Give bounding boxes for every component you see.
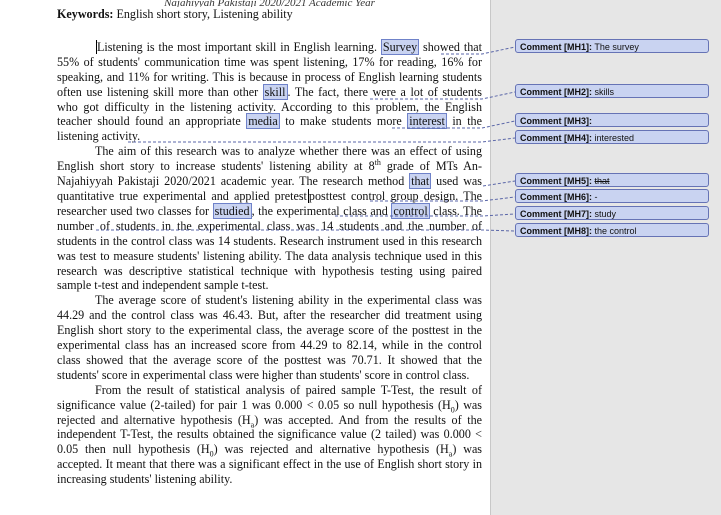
comment-mh8-text: the control	[594, 226, 637, 236]
p1-text-3: . The fact, there were a lot of students who got difficulty in the listening activity. According to this problem, the English teacher should found an appropriate	[57, 84, 482, 129]
p1-text-2: showed that 55% of students' communication time was spent listening, 17% for reading, 16% for speaking, and 11% for writing. This is because in process of English learning students often use listening skill more than other	[57, 39, 482, 99]
p2-text-3: used was quantitative true experimental and applied pretest	[57, 174, 482, 203]
p2-superscript: th	[374, 158, 381, 168]
document-body[interactable]	[57, 0, 482, 487]
paragraph-2[interactable]	[57, 144, 482, 293]
comment-mh4-tag: Comment [MH4]:	[520, 133, 592, 143]
comment-anchor-mh4[interactable]: interest	[409, 114, 445, 129]
comment-mh6[interactable]	[515, 189, 709, 203]
p4-text-3: ) was accepted. And from the results of the independent T-Test, the results obtained the significance value (2 tailed) was 0.000 < 0.05 then null hypothesis (H	[57, 412, 482, 457]
comment-mh8-tag: Comment [MH8]:	[520, 226, 592, 236]
comment-mh1-text: The survey	[594, 42, 639, 52]
comment-anchor-mh1[interactable]: Survey	[382, 39, 418, 54]
p2-text-6: class. The number of students in the experimental class was 14 students and the number of students in the control class was 14 students. Research instrument used in this research was test to measure students' listening ability. The data analysis technique used in this research was descriptive statistical technique with hypothesis testing using paired sample t-test and independent sample t-test.	[57, 203, 482, 293]
p4-sub-4: a	[448, 449, 453, 459]
comment-mh5-tag: Comment [MH5]:	[520, 176, 592, 186]
p4-text-4: ) was rejected and alternative hypothesis (H	[213, 442, 449, 457]
p4-text-1: From the result of statistical analysis of paired sample T-Test, the result of significance value (2-tailed) for pair 1 was 0.000 < 0.05 so null hypothesis (H	[57, 382, 482, 412]
comment-mh3[interactable]	[515, 113, 709, 127]
comment-mh2[interactable]	[515, 84, 709, 98]
comment-anchor-mh3[interactable]: media	[248, 114, 278, 129]
paragraph-4[interactable]	[57, 383, 482, 487]
keywords-value: English short story, Listening ability	[116, 7, 293, 21]
comment-mh7-tag: Comment [MH7]:	[520, 209, 592, 219]
comment-mh7[interactable]	[515, 206, 709, 220]
comment-anchor-mh8[interactable]: control	[393, 203, 428, 218]
p4-sub-3: 0	[209, 449, 214, 459]
p4-sub-2: a	[250, 419, 255, 429]
comment-mh6-tag: Comment [MH6]:	[520, 192, 592, 202]
comment-mh6-text: -	[594, 192, 598, 202]
comment-mh4-text: interested	[594, 133, 635, 143]
comment-mh1-tag: Comment [MH1]:	[520, 42, 592, 52]
p2-text-2: grade of MTs An-Najahiyyah Pakistaji 2020/2021 academic year. The research method	[57, 159, 482, 189]
p2-text-1: The aim of this research was to analyze whether there was an effect of using English short story to increase students' listening ability at 8	[57, 144, 482, 174]
comment-anchor-mh7[interactable]: studied	[214, 203, 250, 218]
comment-mh5-text: that	[594, 176, 610, 186]
comment-mh2-text: skills	[594, 87, 615, 97]
p2-text-4: posttest control group design. The researcher used two classes for	[57, 188, 483, 218]
paragraph-3[interactable]: The average score of student's listening ability in the experimental class was 44.29 and the control class was 46.43. But, after the researcher did treatment using English short story to the experimental class, the average score of the posttest in the experimental class has an increased score from 44.29 to 82.14, while in the control class showed that the average score of the posttest was 70.71. It showed that the students' score in experimental class were higher than students' score in control class.	[57, 293, 482, 382]
comment-mh1[interactable]	[515, 39, 709, 53]
keywords-label: Keywords:	[57, 7, 114, 21]
p4-text-5: ) was accepted. It meant that there was a significant effect in the use of English short story in increasing students' listening ability.	[57, 442, 483, 487]
comment-mh4[interactable]	[515, 130, 709, 144]
comment-mh8[interactable]	[515, 223, 709, 237]
p1-text-4: to make students more	[279, 114, 408, 129]
comment-anchor-mh2[interactable]: skill	[264, 84, 286, 99]
keywords-line	[57, 7, 482, 22]
p1-text-5: in the listening activity.	[57, 114, 482, 144]
p2-text-5: , the experimental class and	[251, 203, 392, 218]
p4-text-2: ) was rejected and alternative hypothesis (H	[57, 397, 482, 427]
comment-mh7-text: study	[594, 209, 617, 219]
running-header: Najahiyyah Pakistaji 2020/2021 Academic Year	[164, 0, 375, 7]
comment-mh3-tag: Comment [MH3]:	[520, 116, 592, 126]
comment-mh2-tag: Comment [MH2]:	[520, 87, 592, 97]
comment-anchor-mh5[interactable]: that	[411, 174, 430, 189]
p1-text-1: Listening is the most important skill in English learning.	[97, 39, 381, 54]
paragraph-1[interactable]	[57, 40, 482, 144]
comment-margin	[490, 0, 721, 515]
p4-sub-1: 0	[450, 405, 455, 415]
comment-mh5[interactable]	[515, 173, 709, 187]
